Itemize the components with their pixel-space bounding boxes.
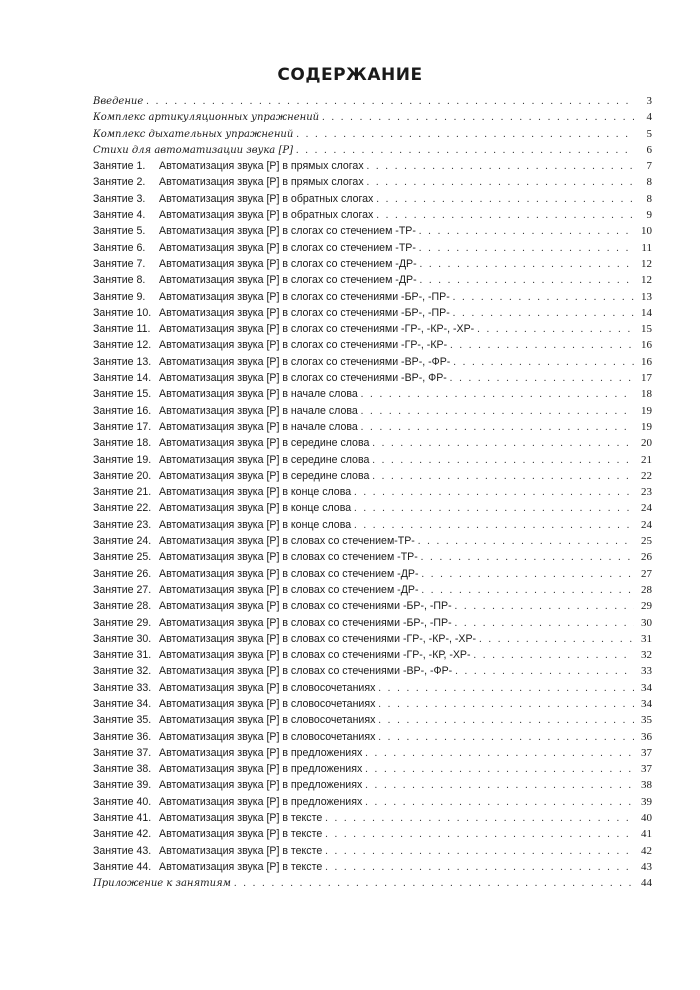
toc-entry-text: Автоматизация звука [Р] в словах со стечениями -БР-, -ПР-: [159, 600, 452, 613]
toc-entry-poems[interactable]: [93, 142, 652, 158]
toc-entry-text: Автоматизация звука [Р] в конце слова: [159, 502, 352, 515]
toc-entry-text: Автоматизация звука [Р] в слогах со стечениями -ГР-, -КР-: [159, 339, 448, 352]
toc-entry-page: 10: [641, 225, 652, 238]
leader-dots: [474, 648, 634, 664]
toc-entry-lesson[interactable]: [93, 859, 652, 875]
toc-entry-text: Автоматизация звука [Р] в словах со стечениями -БР-, -ПР-: [159, 616, 452, 629]
toc-entry-page: 31: [641, 632, 652, 645]
toc-entry-page: 12: [641, 257, 652, 270]
toc-entry-text: Автоматизация звука [Р] в слогах со стечениями -ВР-, ФР-: [159, 372, 447, 385]
toc-entry-text: Автоматизация звука [Р] в слогах со стечениями -ГР-, -КР-, -ХР-: [159, 323, 475, 336]
toc-entry-page: 17: [641, 372, 652, 385]
leader-dots: [450, 338, 634, 354]
lesson-label: Занятие 1.: [93, 160, 146, 173]
toc-entry-page: 3: [646, 95, 652, 107]
toc-entry-page: 39: [641, 795, 652, 808]
toc-entry-page: 35: [641, 714, 652, 727]
toc-entry-lesson[interactable]: [93, 631, 652, 647]
toc-entry-page: 38: [641, 779, 652, 792]
lesson-label: Занятие 22.: [93, 502, 152, 515]
toc-entry-intro[interactable]: [93, 93, 652, 109]
toc-entry-page: 28: [641, 583, 652, 596]
table-of-contents: [93, 93, 652, 892]
toc-entry-text: Автоматизация звука [Р] в словах со стечениями -ГР-, -КР, -ХР-: [159, 649, 471, 662]
leader-dots: [354, 518, 634, 534]
toc-entry-page: 18: [641, 388, 652, 401]
leader-dots: [420, 273, 634, 289]
leader-dots: [378, 730, 634, 746]
toc-entry-lesson[interactable]: [93, 256, 652, 272]
leader-dots: [418, 534, 634, 550]
lesson-label: Занятие 18.: [93, 437, 152, 450]
toc-entry-text: Автоматизация звука [Р] в словах со стечениями -ГР-, -КР-, -ХР-: [159, 632, 477, 645]
toc-entry-page: 4: [646, 111, 652, 124]
leader-dots: [378, 697, 634, 713]
leader-dots: [325, 811, 634, 827]
lesson-label: Занятие 37.: [93, 746, 152, 759]
lesson-label: Занятие 6.: [93, 241, 146, 254]
toc-entry-page: 25: [641, 535, 652, 548]
leader-dots: [325, 860, 634, 876]
leader-dots: [296, 127, 634, 143]
toc-entry-lesson[interactable]: [93, 403, 652, 419]
toc-entry-text: Автоматизация звука [Р] в середине слова: [159, 469, 370, 482]
leader-dots: [146, 94, 634, 110]
lesson-label: Занятие 41.: [93, 812, 152, 825]
toc-entry-lesson[interactable]: [93, 647, 652, 663]
lesson-label: Занятие 4.: [93, 209, 146, 222]
leader-dots: [421, 583, 634, 599]
leader-dots: [365, 795, 634, 811]
toc-entry-text: Автоматизация звука [Р] в словах со стечением -ТР-: [159, 551, 418, 564]
toc-entry-page: 34: [641, 681, 652, 694]
toc-entry-page: 8: [646, 192, 652, 205]
leader-dots: [354, 485, 634, 501]
lesson-label: Занятие 9.: [93, 290, 146, 303]
toc-entry-page: 43: [641, 860, 652, 873]
toc-entry-page: 11: [641, 241, 652, 254]
toc-entry-page: 7: [646, 160, 652, 173]
toc-entry-text: Приложение к занятиям: [93, 878, 231, 890]
toc-entry-lesson[interactable]: [93, 321, 652, 337]
leader-dots: [361, 404, 634, 420]
toc-entry-page: 21: [641, 453, 652, 466]
toc-entry-lesson[interactable]: [93, 370, 652, 386]
toc-entry-page: 16: [641, 355, 652, 368]
lesson-label: Занятие 23.: [93, 518, 152, 531]
toc-entry-lesson[interactable]: [93, 745, 652, 761]
toc-entry-lesson[interactable]: [93, 777, 652, 793]
lesson-label: Занятие 44.: [93, 860, 152, 873]
toc-entry-articulation-exercises[interactable]: [93, 109, 652, 125]
toc-entry-lesson[interactable]: [93, 419, 652, 435]
leader-dots: [372, 469, 634, 485]
leader-dots: [479, 632, 634, 648]
lesson-label: Занятие 32.: [93, 665, 152, 678]
leader-dots: [453, 355, 634, 371]
lesson-label: Занятие 42.: [93, 828, 152, 841]
toc-entry-page: 20: [641, 437, 652, 450]
leader-dots: [376, 208, 634, 224]
toc-entry-lesson[interactable]: [93, 484, 652, 500]
toc-entry-lesson[interactable]: [93, 207, 652, 223]
lesson-label: Занятие 3.: [93, 192, 146, 205]
toc-entry-page: 41: [641, 828, 652, 841]
toc-entry-lesson[interactable]: [93, 696, 652, 712]
toc-entry-lesson[interactable]: [93, 663, 652, 679]
toc-entry-lesson[interactable]: [93, 566, 652, 582]
toc-entry-text: Автоматизация звука [Р] в предложениях: [159, 779, 363, 792]
toc-entry-text: Автоматизация звука [Р] в слогах со стечениями -ВР-, -ФР-: [159, 355, 451, 368]
leader-dots: [419, 224, 634, 240]
lesson-label: Занятие 19.: [93, 453, 152, 466]
toc-entry-page: 32: [641, 649, 652, 662]
toc-entry-text: Автоматизация звука [Р] в тексте: [159, 860, 323, 873]
toc-entry-lesson[interactable]: [93, 582, 652, 598]
toc-entry-lesson[interactable]: [93, 337, 652, 353]
lesson-label: Занятие 39.: [93, 779, 152, 792]
toc-entry-page: 37: [641, 746, 652, 759]
leader-dots: [450, 371, 634, 387]
lesson-label: Занятие 15.: [93, 388, 152, 401]
toc-entry-text: Автоматизация звука [Р] в обратных слогах: [159, 192, 374, 205]
toc-entry-text: Введение: [93, 96, 144, 107]
toc-entry-lesson[interactable]: [93, 517, 652, 533]
toc-entry-page: 24: [641, 502, 652, 515]
leader-dots: [365, 762, 634, 778]
lesson-label: Занятие 35.: [93, 714, 152, 727]
toc-entry-lesson[interactable]: [93, 223, 652, 239]
lessons-section: [93, 158, 652, 875]
toc-entry-text: Автоматизация звука [Р] в предложениях: [159, 746, 363, 759]
lesson-label: Занятие 12.: [93, 339, 152, 352]
lesson-label: Занятие 16.: [93, 404, 152, 417]
leader-dots: [234, 876, 634, 892]
toc-entry-page: 34: [641, 697, 652, 710]
toc-entry-text: Автоматизация звука [Р] в словах со стечением -ДР-: [159, 567, 419, 580]
lesson-label: Занятие 21.: [93, 486, 152, 499]
toc-entry-text: Автоматизация звука [Р] в словах со стечением-ТР-: [159, 535, 415, 548]
toc-entry-page: 6: [646, 143, 652, 156]
leader-dots: [367, 175, 634, 191]
toc-entry-lesson[interactable]: [93, 272, 652, 288]
toc-entry-page: 5: [646, 127, 652, 140]
lesson-label: Занятие 34.: [93, 697, 152, 710]
toc-entry-text: Автоматизация звука [Р] в слогах со стечениями -БР-, -ПР-: [159, 290, 450, 303]
lesson-label: Занятие 10.: [93, 306, 152, 319]
toc-entry-text: Автоматизация звука [Р] в слогах со стечениями -БР-, -ПР-: [159, 306, 450, 319]
toc-entry-text: Комплекс дыхательных упражнений: [93, 128, 294, 140]
toc-entry-page: 42: [641, 844, 652, 857]
toc-entry-text: Автоматизация звука [Р] в слогах со стечением -ТР-: [159, 225, 416, 238]
toc-entry-text: Автоматизация звука [Р] в словосочетаниях: [159, 730, 376, 743]
lesson-label: Занятие 43.: [93, 844, 152, 857]
toc-entry-text: Автоматизация звука [Р] в середине слова: [159, 453, 370, 466]
leader-dots: [419, 241, 634, 257]
toc-entry-lesson[interactable]: [93, 452, 652, 468]
toc-entry-page: 14: [641, 306, 652, 319]
toc-entry-page: 23: [641, 486, 652, 499]
leader-dots: [372, 453, 634, 469]
toc-entry-page: 36: [641, 730, 652, 743]
toc-entry-page: 19: [641, 420, 652, 433]
toc-entry-text: Автоматизация звука [Р] в конце слова: [159, 518, 352, 531]
toc-entry-text: Автоматизация звука [Р] в словосочетаниях: [159, 681, 376, 694]
toc-entry-text: Автоматизация звука [Р] в середине слова: [159, 437, 370, 450]
leader-dots: [365, 746, 634, 762]
lesson-label: Занятие 27.: [93, 583, 152, 596]
page-title: СОДЕРЖАНИЕ: [277, 65, 423, 85]
leader-dots: [376, 192, 634, 208]
leader-dots: [421, 567, 634, 583]
lesson-label: Занятие 14.: [93, 372, 152, 385]
lesson-label: Занятие 30.: [93, 632, 152, 645]
toc-entry-text: Автоматизация звука [Р] в слогах со стечением -ДР-: [159, 274, 417, 287]
toc-entry-text: Автоматизация звука [Р] в начале слова: [159, 388, 358, 401]
toc-entry-text: Автоматизация звука [Р] в начале слова: [159, 404, 358, 417]
toc-entry-page: 44: [641, 877, 652, 890]
lesson-label: Занятие 5.: [93, 225, 146, 238]
leader-dots: [325, 827, 634, 843]
toc-entry-page: 29: [641, 600, 652, 613]
lesson-label: Занятие 13.: [93, 355, 152, 368]
toc-entry-lesson[interactable]: [93, 843, 652, 859]
toc-entry-page: 26: [641, 551, 652, 564]
lesson-label: Занятие 36.: [93, 730, 152, 743]
toc-entry-lesson[interactable]: [93, 240, 652, 256]
leader-dots: [477, 322, 634, 338]
leader-dots: [453, 306, 634, 322]
lesson-label: Занятие 28.: [93, 600, 152, 613]
leader-dots: [322, 110, 634, 126]
toc-entry-text: Автоматизация звука [Р] в слогах со стечением -ДР-: [159, 257, 417, 270]
toc-entry-lesson[interactable]: [93, 158, 652, 174]
toc-entry-text: Автоматизация звука [Р] в конце слова: [159, 486, 352, 499]
toc-entry-lesson[interactable]: [93, 191, 652, 207]
toc-entry-page: 16: [641, 339, 652, 352]
leader-dots: [378, 681, 634, 697]
toc-entry-lesson[interactable]: [93, 712, 652, 728]
toc-entry-text: Автоматизация звука [Р] в предложениях: [159, 763, 363, 776]
toc-entry-lesson[interactable]: [93, 598, 652, 614]
toc-entry-lesson[interactable]: [93, 354, 652, 370]
toc-entry-text: Автоматизация звука [Р] в тексте: [159, 828, 323, 841]
toc-entry-breathing-exercises[interactable]: [93, 126, 652, 142]
toc-entry-lesson[interactable]: [93, 386, 652, 402]
toc-entry-lesson[interactable]: [93, 549, 652, 565]
leader-dots: [361, 387, 634, 403]
leader-dots: [455, 616, 634, 632]
lesson-label: Занятие 2.: [93, 176, 146, 189]
leader-dots: [325, 844, 634, 860]
lesson-label: Занятие 33.: [93, 681, 152, 694]
toc-entry-lesson[interactable]: [93, 680, 652, 696]
toc-entry-lesson[interactable]: [93, 533, 652, 549]
toc-entry-page: 22: [641, 469, 652, 482]
toc-entry-lesson[interactable]: [93, 174, 652, 190]
toc-entry-appendix[interactable]: [93, 875, 652, 891]
toc-entry-lesson[interactable]: [93, 729, 652, 745]
lesson-label: Занятие 29.: [93, 616, 152, 629]
toc-entry-text: Автоматизация звука [Р] в словосочетаниях: [159, 714, 376, 727]
leader-dots: [365, 778, 634, 794]
toc-entry-page: 19: [641, 404, 652, 417]
lesson-label: Занятие 20.: [93, 469, 152, 482]
leader-dots: [354, 501, 634, 517]
leader-dots: [455, 664, 634, 680]
toc-entry-text: Автоматизация звука [Р] в прямых слогах: [159, 160, 364, 173]
lesson-label: Занятие 24.: [93, 535, 152, 548]
leader-dots: [361, 420, 634, 436]
toc-entry-lesson[interactable]: [93, 289, 652, 305]
leader-dots: [296, 143, 634, 159]
lesson-label: Занятие 25.: [93, 551, 152, 564]
toc-entry-page: 24: [641, 518, 652, 531]
lesson-label: Занятие 8.: [93, 274, 146, 287]
leader-dots: [378, 713, 634, 729]
toc-entry-page: 40: [641, 812, 652, 825]
toc-entry-text: Автоматизация звука [Р] в словах со стечением -ДР-: [159, 583, 419, 596]
toc-entry-text: Стихи для автоматизации звука [Р]: [93, 144, 293, 156]
leader-dots: [421, 550, 634, 566]
toc-entry-text: Комплекс артикуляционных упражнений: [93, 112, 320, 124]
leader-dots: [420, 257, 634, 273]
toc-entry-page: 13: [641, 290, 652, 303]
toc-entry-text: Автоматизация звука [Р] в тексте: [159, 812, 323, 825]
toc-entry-text: Автоматизация звука [Р] в обратных слогах: [159, 209, 374, 222]
toc-entry-page: 33: [641, 665, 652, 678]
toc-entry-lesson[interactable]: [93, 810, 652, 826]
lesson-label: Занятие 40.: [93, 795, 152, 808]
toc-entry-text: Автоматизация звука [Р] в начале слова: [159, 420, 358, 433]
toc-entry-lesson[interactable]: [93, 826, 652, 842]
toc-entry-lesson[interactable]: [93, 761, 652, 777]
lesson-label: Занятие 31.: [93, 649, 152, 662]
lesson-label: Занятие 26.: [93, 567, 152, 580]
intro-section: [93, 93, 652, 158]
toc-entry-lesson[interactable]: [93, 435, 652, 451]
toc-entry-text: Автоматизация звука [Р] в словосочетаниях: [159, 697, 376, 710]
toc-entry-text: Автоматизация звука [Р] в предложениях: [159, 795, 363, 808]
toc-entry-text: Автоматизация звука [Р] в слогах со стечением -ТР-: [159, 241, 416, 254]
toc-entry-lesson[interactable]: [93, 794, 652, 810]
toc-entry-lesson[interactable]: [93, 500, 652, 516]
toc-entry-text: Автоматизация звука [Р] в словах со стечениями -ВР-, -ФР-: [159, 665, 453, 678]
lesson-label: Занятие 11.: [93, 323, 151, 336]
toc-entry-text: Автоматизация звука [Р] в тексте: [159, 844, 323, 857]
toc-entry-page: 37: [641, 763, 652, 776]
lesson-label: Занятие 38.: [93, 763, 152, 776]
toc-entry-page: 15: [641, 323, 652, 336]
toc-entry-lesson[interactable]: [93, 468, 652, 484]
toc-entry-lesson[interactable]: [93, 305, 652, 321]
leader-dots: [372, 436, 634, 452]
leader-dots: [367, 159, 634, 175]
lesson-label: Занятие 17.: [93, 420, 152, 433]
toc-entry-text: Автоматизация звука [Р] в прямых слогах: [159, 176, 364, 189]
toc-entry-page: 9: [646, 209, 652, 222]
toc-entry-page: 8: [646, 176, 652, 189]
toc-entry-lesson[interactable]: [93, 615, 652, 631]
leader-dots: [455, 599, 634, 615]
toc-entry-page: 12: [641, 274, 652, 287]
toc-entry-page: 27: [641, 567, 652, 580]
leader-dots: [453, 290, 634, 306]
toc-entry-page: 30: [641, 616, 652, 629]
lesson-label: Занятие 7.: [93, 257, 146, 270]
